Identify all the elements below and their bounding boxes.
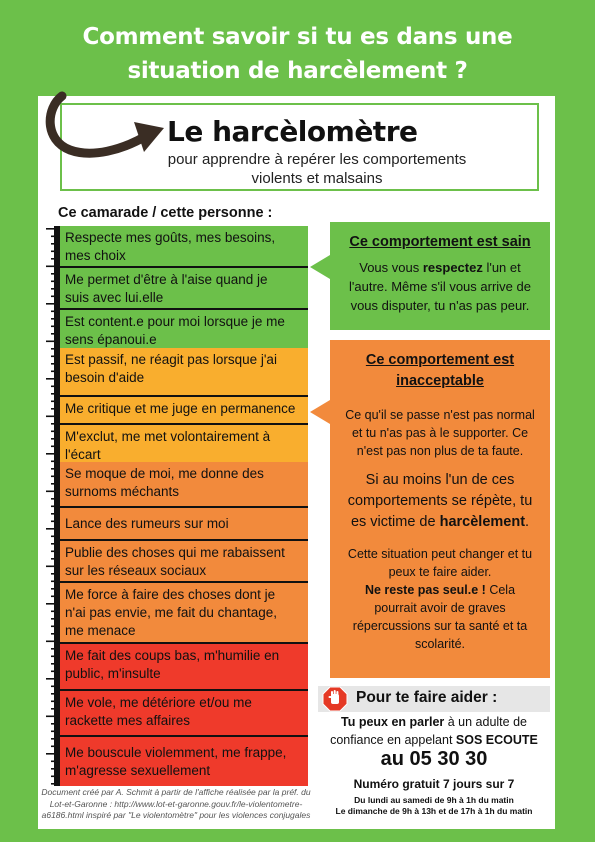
subtitle-line-2: violents et malsains [251, 170, 383, 187]
title-line-2: inacceptable [396, 373, 484, 389]
footnote [40, 787, 312, 822]
ruler-tick [51, 483, 60, 485]
bold-run: Tu peux en parler [341, 715, 445, 729]
ruler-tick [51, 596, 60, 598]
card-pointer [310, 255, 330, 279]
ruler-tick [51, 536, 60, 538]
ruler-tick [51, 723, 60, 725]
help-phone: au 05 30 30 [380, 748, 488, 770]
ruler-tick [51, 476, 60, 478]
ruler-tick [51, 461, 60, 463]
poster-subtitle [137, 150, 497, 188]
ruler-tick [46, 678, 60, 680]
bold-run: Ne reste pas seul.e ! [364, 583, 486, 597]
ruler-tick [51, 656, 60, 658]
ruler-tick [46, 303, 60, 305]
poster-title: Le harcèlomètre [167, 115, 418, 148]
row-line: Publie des choses qui me rabaissent [65, 545, 285, 560]
ruler-tick [51, 356, 60, 358]
stop-hand-icon [322, 686, 348, 712]
text-run: Cela [485, 583, 516, 597]
scale-row [60, 581, 308, 642]
unacceptable-paragraph-3 [330, 545, 550, 653]
curved-arrow-icon [40, 88, 170, 168]
ruler-tick [51, 393, 60, 395]
text-run: Vous vous [359, 260, 423, 275]
help-line-1 [318, 713, 550, 731]
row-line: me menace [65, 623, 136, 638]
scale-row [60, 506, 308, 539]
row-line: Respecte mes goûts, mes besoins, [65, 230, 276, 245]
row-line: Me fait des coups bas, m'humilie en [65, 648, 280, 663]
row-line: besoin d'aide [65, 370, 145, 385]
ruler-tick [51, 288, 60, 290]
help-text [318, 713, 550, 749]
ruler-tick [51, 281, 60, 283]
ruler-tick [51, 746, 60, 748]
ruler-tick [51, 371, 60, 373]
row-line: l'écart [65, 447, 101, 462]
card-unacceptable-title [330, 350, 550, 392]
p1-line: et tu n'as pas à le supporter. Ce [351, 426, 529, 440]
row-line: Me critique et me juge en permanence [65, 401, 296, 416]
card-unacceptable [330, 340, 550, 678]
ruler-tick [51, 423, 60, 425]
ruler-tick [51, 618, 60, 620]
scale-row [60, 226, 308, 266]
help-title: Pour te faire aider : [356, 689, 498, 706]
ruler-tick [51, 236, 60, 238]
ruler-tick [51, 296, 60, 298]
help-hours-2: Le dimanche de 9h à 13h et de 17h à 1h du matin [335, 806, 533, 816]
ruler-tick [51, 588, 60, 590]
scale-row [60, 642, 308, 689]
p2-line: comportements se répète, tu [347, 493, 533, 509]
scale-row [60, 395, 308, 423]
ruler-tick [51, 543, 60, 545]
ruler-tick [51, 738, 60, 740]
ruler-tick [51, 431, 60, 433]
ruler-tick [51, 693, 60, 695]
ruler-tick [51, 783, 60, 785]
help-box [318, 686, 550, 821]
healthy-line-3: vous disputer, tu n'as pas peur. [350, 298, 530, 313]
ruler-tick [51, 701, 60, 703]
scale-row [60, 308, 308, 348]
ruler-tick [46, 566, 60, 568]
ruler-tick [51, 521, 60, 523]
text-run: es victime de [350, 514, 440, 530]
p2-line [330, 512, 550, 533]
healthy-line-2: l'autre. Même s'il vous arrive de [349, 279, 531, 294]
headline-line-1: Comment savoir si tu es dans une [82, 24, 513, 50]
ruler-tick [46, 266, 60, 268]
row-line: Me permet d'être à l'aise quand je [65, 272, 268, 287]
scale-row [60, 423, 308, 462]
bold-run: respectez [422, 260, 483, 275]
p1-line: Ce qu'il se passe n'est pas normal [345, 408, 535, 422]
ruler-tick [51, 468, 60, 470]
ruler-tick [46, 716, 60, 718]
ruler-tick [46, 641, 60, 643]
ruler-tick [51, 671, 60, 673]
row-line: sens épanoui.e [65, 332, 157, 347]
row-line: m'agresse sexuellement [65, 763, 211, 778]
ruler-tick [51, 326, 60, 328]
unacceptable-paragraph-2 [330, 470, 550, 533]
help-line-2 [318, 731, 550, 749]
ruler-tick [46, 753, 60, 755]
subtitle-line-1: pour apprendre à repérer les comportements [167, 151, 467, 168]
p1-line: n'est pas non plus de ta faute. [356, 444, 524, 458]
footnote-line-2: Lot-et-Garonne : http://www.lot-et-garonne.gouv.fr/le-violentometre- [49, 798, 303, 809]
unacceptable-paragraph-1 [330, 406, 550, 460]
ruler-tick [46, 341, 60, 343]
ruler-tick [51, 506, 60, 508]
row-line: Me bouscule violemment, me frappe, [65, 745, 287, 760]
help-hours-1: Du lundi au samedi de 9h à 1h du matin [354, 795, 514, 805]
ruler-tick [51, 686, 60, 688]
ruler-tick [51, 348, 60, 350]
row-line: Me force à faire des choses dont je [65, 587, 276, 602]
text-run: l'un et [482, 260, 521, 275]
ruler-tick [51, 648, 60, 650]
row-line: public, m'insulte [65, 666, 161, 681]
scale-row [60, 462, 308, 506]
ruler-tick [51, 401, 60, 403]
row-line: Est content.e pour moi lorsque je me [65, 314, 285, 329]
ruler-tick [46, 228, 60, 230]
ruler-tick [51, 663, 60, 665]
ruler-tick [51, 761, 60, 763]
ruler-tick [46, 528, 60, 530]
column-header: Ce camarade / cette personne : [58, 205, 273, 221]
ruler-tick [51, 626, 60, 628]
ruler-tick [51, 573, 60, 575]
row-line: mes choix [65, 248, 126, 263]
card-healthy-text [330, 258, 550, 315]
scale-row [60, 266, 308, 308]
ruler-tick [51, 581, 60, 583]
p3-line: Cette situation peut changer et tu [347, 547, 533, 561]
healthy-line-1 [330, 258, 550, 277]
ruler-tick [51, 438, 60, 440]
ruler-tick [51, 408, 60, 410]
p3-line: pourrait avoir de graves [374, 601, 506, 615]
bold-run: harcèlement [439, 514, 526, 530]
scale-row [60, 539, 308, 581]
ruler-tick [46, 378, 60, 380]
ruler-tick [51, 318, 60, 320]
text-run: . [525, 514, 530, 530]
p3-line: peux te faire aider. [388, 565, 492, 579]
ruler-tick [51, 708, 60, 710]
headline-line-2: situation de harcèlement ? [127, 58, 468, 84]
row-line: sur les réseaux sociaux [65, 563, 207, 578]
text-run: confiance en appelant [330, 733, 456, 747]
row-line: rackette mes affaires [65, 713, 191, 728]
row-line: Me vole, me détériore et/ou me [65, 695, 252, 710]
row-line: Est passif, ne réagit pas lorsque j'ai [65, 352, 277, 367]
row-line: n'ai pas envie, me fait du chantage, [65, 605, 277, 620]
row-line: Se moque de moi, me donne des [65, 466, 264, 481]
ruler-tick [51, 243, 60, 245]
ruler-scale [40, 226, 60, 786]
ruler-tick [51, 333, 60, 335]
ruler-tick [46, 416, 60, 418]
ruler-tick [51, 363, 60, 365]
ruler-tick [51, 611, 60, 613]
p3-line: scolarité. [414, 637, 466, 651]
title-line-1: Ce comportement est [365, 352, 515, 368]
scale-row [60, 735, 308, 786]
row-line: Lance des rumeurs sur moi [65, 516, 229, 531]
scale-row [60, 348, 308, 395]
p3-line: répercussions sur ta santé et ta [352, 619, 528, 633]
help-free: Numéro gratuit 7 jours sur 7 [353, 777, 515, 791]
ruler-tick [51, 558, 60, 560]
ruler-tick [46, 453, 60, 455]
ruler-tick [51, 768, 60, 770]
bold-run: SOS ECOUTE [455, 733, 538, 747]
scale-row [60, 689, 308, 735]
ruler-tick [46, 603, 60, 605]
card-pointer [310, 400, 330, 424]
page-headline [0, 20, 595, 88]
row-line: M'exclut, me met volontairement à [65, 429, 271, 444]
ruler-tick [51, 273, 60, 275]
ruler-tick [51, 251, 60, 253]
footnote-line-3: a6186.html inspiré par "Le violentomètre" pour les violences conjugales [41, 810, 311, 820]
p2-line: Si au moins l'un de ces [365, 472, 515, 488]
ruler-tick [51, 633, 60, 635]
ruler-tick [51, 386, 60, 388]
footnote-line-1: Document créé par A. Schmit à partir de l'affiche réalisée par la préf. du [41, 787, 311, 797]
ruler-tick [51, 513, 60, 515]
ruler-tick [51, 258, 60, 260]
ruler-tick [51, 311, 60, 313]
ruler-tick [51, 551, 60, 553]
card-healthy-title: Ce comportement est sain [349, 234, 531, 250]
p3-line [330, 581, 550, 599]
ruler-tick [51, 731, 60, 733]
text-run: à un adulte de [444, 715, 527, 729]
ruler-tick [46, 491, 60, 493]
row-line: surnoms méchants [65, 484, 180, 499]
card-healthy [330, 222, 550, 330]
ruler-tick [51, 776, 60, 778]
ruler-tick [51, 498, 60, 500]
row-line: suis avec lui.elle [65, 290, 164, 305]
ruler-tick [51, 446, 60, 448]
